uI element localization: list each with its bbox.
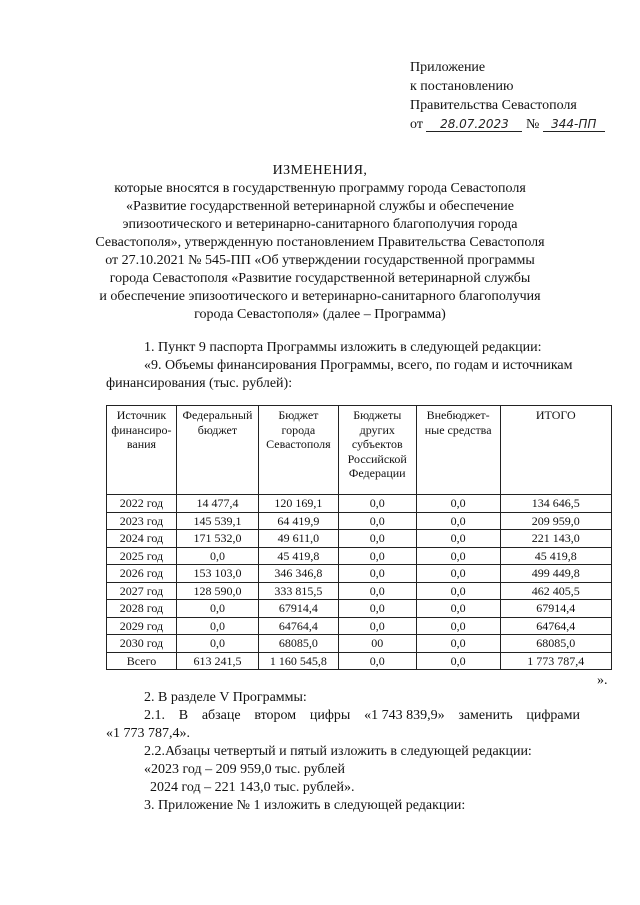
table-cell: 153 103,0	[176, 565, 258, 583]
table-cell: 0,0	[416, 652, 500, 670]
table-cell: 333 815,5	[258, 582, 338, 600]
column-header: Внебюджет-ные средства	[416, 406, 500, 495]
word: заменить	[458, 708, 513, 723]
table-row	[107, 495, 612, 513]
table-row	[107, 565, 612, 583]
title-heading: ИЗМЕНЕНИЯ,	[272, 163, 368, 178]
column-header: Бюджет города Севастополя	[258, 406, 338, 495]
table-row	[107, 635, 612, 653]
table-cell: 0,0	[416, 495, 500, 513]
title-line: города Севастополя «Развитие государственной ветеринарной службы	[109, 271, 531, 286]
table-cell: 64764,4	[500, 617, 611, 635]
table-cell: 221 143,0	[500, 530, 611, 548]
row-label-cell: 2025 год	[107, 547, 177, 565]
table-cell: 14 477,4	[176, 495, 258, 513]
table-cell: 67914,4	[258, 600, 338, 618]
row-label-cell: 2023 год	[107, 512, 177, 530]
word: «1 743 839,9»	[364, 708, 445, 723]
word: цифры	[309, 708, 351, 723]
table-cell: 0,0	[176, 600, 258, 618]
table-cell: 0,0	[416, 582, 500, 600]
word: втором	[254, 708, 297, 723]
table-cell: 171 532,0	[176, 530, 258, 548]
table-cell: 0,0	[338, 530, 416, 548]
column-header: ИТОГО	[500, 406, 611, 495]
table-cell: 128 590,0	[176, 582, 258, 600]
word: цифрами	[526, 708, 580, 723]
paragraph-2-line-2	[106, 707, 580, 725]
table-cell: 0,0	[416, 600, 500, 618]
table-closing-quote: ».	[597, 673, 608, 688]
row-label-cell: 2026 год	[107, 565, 177, 583]
table-header-row	[107, 406, 612, 495]
row-label-cell: 2027 год	[107, 582, 177, 600]
paragraph-2-line-6: 2024 год – 221 143,0 тыс. рублей».	[150, 780, 355, 795]
table-cell: 0,0	[338, 652, 416, 670]
table-cell: 0,0	[416, 512, 500, 530]
row-label-cell: 2030 год	[107, 635, 177, 653]
table-cell: 68085,0	[500, 635, 611, 653]
table-cell: 0,0	[338, 547, 416, 565]
title-line: эпизоотического и ветеринарно-санитарного благополучия города	[122, 217, 518, 232]
table-cell: 0,0	[416, 617, 500, 635]
paragraph-2-line-3: «1 773 787,4».	[106, 726, 190, 741]
paragraph-1	[106, 339, 580, 393]
title-line: от 27.10.2021 № 545-ПП «Об утверждении государственной программы	[105, 253, 535, 268]
table-cell: 0,0	[176, 547, 258, 565]
paragraph-2-line-4: 2.2.Абзацы четвертый и пятый изложить в следующей редакции:	[144, 744, 532, 759]
table-cell: 0,0	[338, 617, 416, 635]
table-cell: 1 160 545,8	[258, 652, 338, 670]
table-cell: 67914,4	[500, 600, 611, 618]
table-cell: 120 169,1	[258, 495, 338, 513]
table-cell: 49 611,0	[258, 530, 338, 548]
appendix-date-line	[410, 115, 605, 134]
table-row	[107, 530, 612, 548]
financing-table	[106, 405, 612, 670]
table-cell: 134 646,5	[500, 495, 611, 513]
title-line: Севастополя», утвержденную постановлением Правительства Севастополя	[95, 235, 545, 250]
paragraph-1-line-3: финансирования (тыс. рублей):	[106, 376, 293, 391]
table-cell: 64 419,9	[258, 512, 338, 530]
table-body	[107, 495, 612, 670]
table-row	[107, 617, 612, 635]
table-cell: 0,0	[416, 547, 500, 565]
word: В	[178, 708, 189, 723]
title-line: «Развитие государственной ветеринарной службы и обеспечение	[125, 199, 515, 214]
paragraph-2-line-1: 2. В разделе V Программы:	[144, 690, 307, 705]
table-cell: 0,0	[176, 635, 258, 653]
table-row	[107, 652, 612, 670]
paragraph-1-line-2: «9. Объемы финансирования Программы, всего, по годам и источникам	[144, 358, 573, 373]
title-line: и обеспечение эпизоотического и ветеринарно-санитарного благополучия	[99, 289, 541, 304]
table-cell: 0,0	[338, 565, 416, 583]
paragraph-2	[106, 689, 580, 815]
table-cell: 145 539,1	[176, 512, 258, 530]
table-cell: 0,0	[416, 635, 500, 653]
table-cell: 00	[338, 635, 416, 653]
table-cell: 45 419,8	[258, 547, 338, 565]
row-label-cell: 2029 год	[107, 617, 177, 635]
table-cell: 613 241,5	[176, 652, 258, 670]
table-cell: 462 405,5	[500, 582, 611, 600]
appendix-header	[410, 58, 605, 134]
document-title	[90, 162, 550, 324]
table-cell: 0,0	[416, 530, 500, 548]
table-cell: 346 346,8	[258, 565, 338, 583]
table-cell: 0,0	[338, 495, 416, 513]
row-label-cell: 2024 год	[107, 530, 177, 548]
table-cell: 1 773 787,4	[500, 652, 611, 670]
table-cell: 0,0	[416, 565, 500, 583]
handwritten-number: 344-ПП	[543, 117, 605, 132]
from-label: от	[410, 117, 423, 132]
table-cell: 209 959,0	[500, 512, 611, 530]
paragraph-2-line-5: «2023 год – 209 959,0 тыс. рублей	[144, 762, 345, 777]
column-header: Бюджеты других субъектов Российской Федерации	[338, 406, 416, 495]
handwritten-date: 28.07.2023	[426, 117, 522, 132]
table-cell: 64764,4	[258, 617, 338, 635]
table-cell: 499 449,8	[500, 565, 611, 583]
table-cell: 68085,0	[258, 635, 338, 653]
number-label: №	[525, 117, 540, 132]
appendix-line-3: Правительства Севастополя	[410, 98, 577, 113]
column-header: Федеральный бюджет	[176, 406, 258, 495]
appendix-line-1: Приложение	[410, 60, 486, 75]
word: абзаце	[201, 708, 241, 723]
table-cell: 0,0	[338, 600, 416, 618]
row-label-cell: 2022 год	[107, 495, 177, 513]
table-cell: 0,0	[176, 617, 258, 635]
table-cell: 45 419,8	[500, 547, 611, 565]
table-row	[107, 582, 612, 600]
table-row	[107, 547, 612, 565]
table-cell: 0,0	[338, 512, 416, 530]
paragraph-1-line-1: 1. Пункт 9 паспорта Программы изложить в следующей редакции:	[144, 340, 542, 355]
appendix-line-2: к постановлению	[410, 79, 514, 94]
paragraph-2-line-7: 3. Приложение № 1 изложить в следующей редакции:	[144, 798, 466, 813]
column-header: Источник финансиро-вания	[107, 406, 177, 495]
table-row	[107, 512, 612, 530]
table-row	[107, 600, 612, 618]
word: 2.1.	[144, 708, 165, 723]
row-label-cell: 2028 год	[107, 600, 177, 618]
table-cell: 0,0	[338, 582, 416, 600]
title-line: города Севастополя» (далее – Программа)	[194, 307, 446, 322]
title-line: которые вносятся в государственную программу города Севастополя	[114, 181, 526, 196]
row-label-cell: Всего	[107, 652, 177, 670]
